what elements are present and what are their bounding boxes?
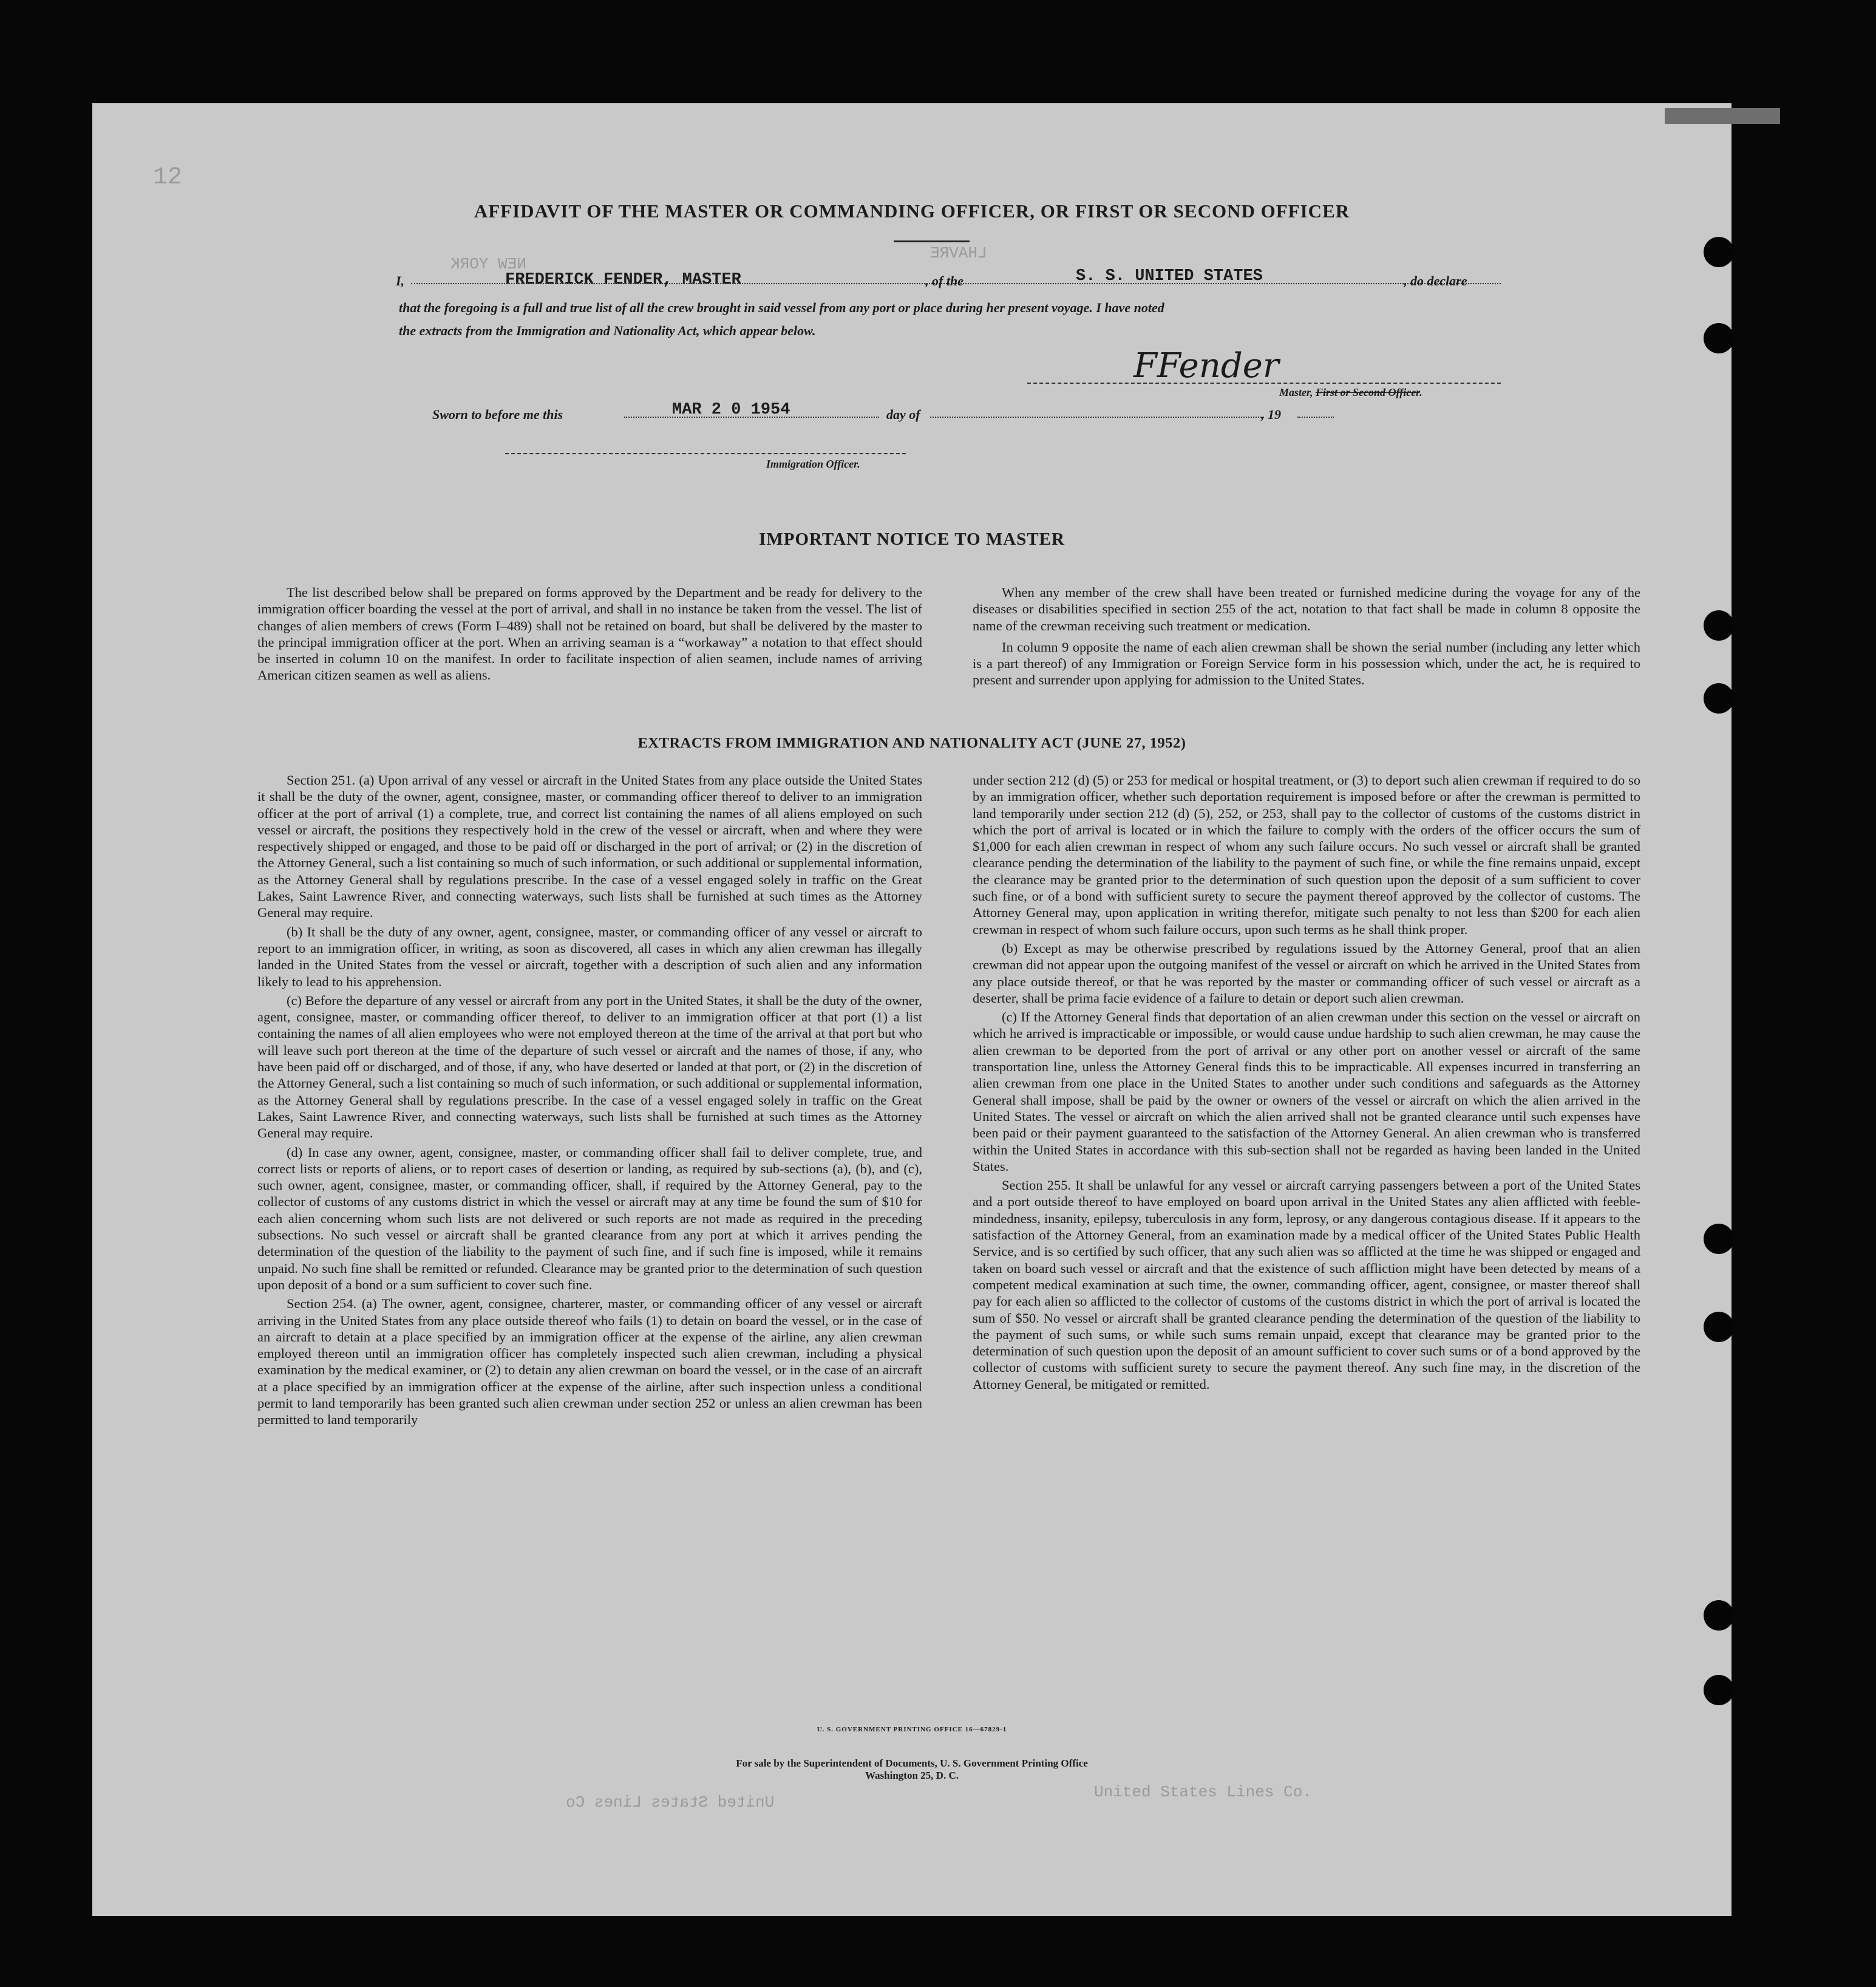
officer-caption: Immigration Officer.	[766, 458, 860, 470]
i-label: I,	[396, 273, 405, 288]
master-name-value: FREDERICK FENDER, MASTER	[505, 271, 741, 289]
vessel-name-value: S. S. UNITED STATES	[1076, 267, 1263, 285]
statement-line-2: the extracts from the Immigration and Nationality Act, which appear below.	[399, 323, 816, 338]
master-signature: FFender	[1133, 346, 1279, 386]
section-254-a: Section 254. (a) The owner, agent, consignee, charterer, master, or commanding officer of any vessel or aircraft arriving in the United States from any place outside thereof who fails (1) to detain on board the vessel, or in the case of an aircraft to detain at a place specified by an immigration officer at the expense of the airline, any alien crewman employed thereon until an immigration officer has completely inspected such alien crewman, including a physical examination by the medical examiner, or (2) to detain any alien crewman on board the vessel, or in the case of an aircraft at a place specified by an immigration officer at the expense of the airline, after such inspection unless a conditional permit to land temporarily has been granted such alien crewman under section 252 or unless an alien crewman has been permitted to land temporarily	[257, 1296, 922, 1428]
punch-hole	[1704, 1675, 1734, 1705]
bleed-new-york: NEW YORK	[450, 255, 526, 273]
sworn-date-value: MAR 2 0 1954	[672, 401, 790, 419]
punch-hole	[1704, 1600, 1734, 1631]
signature-caption	[1279, 386, 1422, 399]
affidavit-title: AFFIDAVIT OF THE MASTER OR COMMANDING OFFICER, OR FIRST OR SECOND OFFICER	[474, 200, 1350, 222]
notice-left-column	[257, 584, 922, 684]
notice-right-column	[973, 584, 1640, 689]
bleed-lhavre: LHAVRE	[930, 244, 987, 262]
extracts-left-column	[257, 772, 922, 1428]
section-251-c: (c) Before the departure of any vessel or aircraft from any port in the United States, it shall be the duty of the owner, agent, consignee, master, or commanding officer thereof, to deliver to an immigration officer at that port (1) a list containing the names of all alien employees who were not employed thereon at the time of the arrival at that port but who will leave such port thereon at the time of the departure of such vessel or aircraft and the names of those, if any, who have been paid off or discharged, and of those, if any, who have deserted or landed at that port, or (2) in the discretion of the Attorney General, such a list containing so much of such information, or such additional or supplemental information, as the Attorney General shall by regulations prescribe. In the case of a vessel engaged solely in traffic on the Great Lakes, Saint Lawrence River, and connecting waterways, such lists shall be furnished at such times as the Attorney General may require.	[257, 992, 922, 1141]
corner-page-number: 12	[153, 164, 183, 191]
section-254-a-continued: under section 212 (d) (5) or 253 for medical or hospital treatment, or (3) to deport such alien crewman if required to do so by an immigration officer, whether such deportation requirement is imposed before or after the crewman is permitted to land temporarily under section 212 (d) (5), 252, or 253, shall pay to the collector of customs of the customs district in which the port of arrival is located or in which the failure to comply with the orders of the officer occurs the sum of $1,000 for each alien crewman in respect of whom any such failure occurs. No such vessel or aircraft shall be granted clearance pending the determination of the liability to the payment of such fine, or while the fine remains unpaid, except the clearance may be granted prior to the determination of such question upon the deposit of a sum sufficient to cover such fine, or of a bond with sufficient surety to secure the payment thereof approved by the collector of customs. The Attorney General may, upon application in writing therefor, mitigate such penalty to not less than $200 for each alien crewman in respect of whom such failure occurs, upon such terms as he shall think proper.	[973, 772, 1640, 937]
sale-line-2: Washington 25, D. C.	[865, 1770, 959, 1781]
signature-caption-suffix: .	[1419, 386, 1422, 398]
officer-line	[505, 453, 906, 454]
extracts-title: EXTRACTS FROM IMMIGRATION AND NATIONALITY ACT (JUNE 27, 1952)	[637, 735, 1186, 751]
sale-notice	[92, 1757, 1732, 1782]
statement-line-1: that the foregoing is a full and true list of all the crew brought in said vessel from any port or place during her present voyage. I have noted	[399, 300, 1164, 315]
title-rule	[894, 240, 970, 242]
declare-label: , do declare	[1404, 273, 1467, 288]
extracts-right-column	[973, 772, 1640, 1392]
of-the-label: , of the	[925, 273, 963, 288]
section-251-a: Section 251. (a) Upon arrival of any vessel or aircraft in the United States from any place outside the United States it shall be the duty of the owner, agent, consignee, master, or commanding officer thereof to deliver to an immigration officer at the port of arrival (1) a complete, true, and correct list containing the names of all aliens employed on such vessel or aircraft, the positions they respectively hold in the crew of the vessel or aircraft, when and where they were respectively shipped or engaged, and those to be paid off or discharged in the port of arrival; or (2) in the discretion of the Attorney General, such a list containing so much of such information, or such additional or supplemental information, as the Attorney General shall by regulations prescribe. In the case of a vessel engaged solely in traffic on the Great Lakes, Saint Lawrence River, and connecting waterways, such lists shall be furnished at such times as the Attorney General may require.	[257, 772, 922, 921]
punch-hole	[1704, 323, 1734, 353]
notice-right-paragraph-2: In column 9 opposite the name of each alien crewman shall be shown the serial number (including any letter which is a part thereof) of any Immigration or Foreign Service form in his possession which, under the act, he is required to present and surrender upon applying for admission to the United States.	[973, 639, 1640, 688]
section-251-d: (d) In case any owner, agent, consignee, master, or commanding officer shall fail to deliver complete, true, and correct lists or reports of aliens, or to report cases of desertion or landing, as required by sub-sections (a), (b), and (c), such owner, agent, consignee, master, or commanding officer, shall, if required by the Attorney General, pay to the collector of customs of any customs district in which the vessel or aircraft may at any time be found the sum of $10 for each alien concerning whom such lists are not delivered or such reports are not made as required in the preceding subsections. No such vessel or aircraft shall be granted clearance from any port at which it arrives pending the determination of the question of the liability to the payment of such fine, and if such fine is imposed, while it remains unpaid. No such fine shall be remitted or refunded. Clearance may be granted prior to the determination of such question upon deposit of a bond or a sum sufficient to cover such fine.	[257, 1144, 922, 1292]
punch-hole	[1704, 683, 1734, 714]
punch-hole	[1704, 237, 1734, 267]
sale-line-1: For sale by the Superintendent of Documents, U. S. Government Printing Office	[736, 1757, 1088, 1769]
printing-office-line: U. S. GOVERNMENT PRINTING OFFICE 16—67829-1	[817, 1726, 1007, 1733]
month-line	[930, 417, 1264, 418]
notice-right-paragraph-1: When any member of the crew shall have been treated or furnished medicine during the voyage for any of the diseases or disabilities specified in section 255 of the act, notation to that fact shall be made in column 8 opposite the name of the crewman receiving such treatment or medication.	[973, 585, 1640, 633]
bleed-line-right: United States Lines Co.	[1094, 1783, 1312, 1801]
punch-hole	[1704, 1224, 1734, 1254]
signature-caption-prefix: Master,	[1279, 386, 1313, 398]
notice-title: IMPORTANT NOTICE TO MASTER	[759, 530, 1065, 549]
year-line	[1297, 417, 1334, 418]
punch-hole	[1704, 610, 1734, 641]
signature-caption-struck: First or Second Officer	[1316, 386, 1420, 398]
section-251-b: (b) It shall be the duty of any owner, agent, consignee, master, or commanding officer of any vessel or aircraft to report to an immigration officer, in writing, as soon as discovered, all cases in which any alien crewman has illegally landed in the United States from the vessel or aircraft, together with a description of such alien and any information likely to lead to his apprehension.	[257, 924, 922, 989]
sworn-label: Sworn to before me this	[432, 407, 563, 422]
bleed-line-left: United States Lines Co	[566, 1793, 775, 1811]
section-255: Section 255. It shall be unlawful for any vessel or aircraft carrying passengers between a port of the United States and a port outside thereof to have employed on board upon arrival in the United States any alien afflicted with feeble-mindedness, insanity, epilepsy, tuberculosis in any form, leprosy, or any dangerous contagious disease. If it appears to the satisfaction of the Attorney General, from an examination made by a medical officer of the United States Public Health Service, and is so certified by such officer, that any such alien was so afflicted at the time he was shipped or engaged and taken on board such vessel or aircraft and that the existence of such affliction might have been detected by means of a competent medical examination at such time, the owner, commanding officer, agent, consignee, or master thereof shall pay for each alien so afflicted to the collector of customs of the customs district in which the port of arrival is located the sum of $50. No vessel or aircraft shall be granted clearance pending the determination of the question of the liability to the payment of such sums, or while such sums remain unpaid, except that clearance may be granted prior to the determination of such question upon the deposit of an amount sufficient to cover such sums or of a bond approved by the collector of customs with sufficient surety to secure the payment thereof. Any such fine may, in the discretion of the Attorney General, be mitigated or remitted.	[973, 1178, 1640, 1392]
scan-edge-strip	[1665, 108, 1780, 124]
punch-hole	[1704, 1312, 1734, 1342]
day-of-label: day of	[886, 407, 920, 422]
section-254-b: (b) Except as may be otherwise prescribed by regulations issued by the Attorney General, proof that an alien crewman did not appear upon the outgoing manifest of the vessel or aircraft on which he arrived in the United States from any place outside thereof, or that he was reported by the master or commanding officer of such vessel or aircraft as a deserter, shall be prima facie evidence of a failure to detain or deport such alien crewman.	[973, 940, 1640, 1006]
year-label: , 19	[1261, 407, 1281, 422]
notice-left-paragraph: The list described below shall be prepared on forms approved by the Department and be ready for delivery to the immigration officer boarding the vessel at the port of arrival, and shall in no instance be taken from the vessel. The list of changes of alien members of crews (Form I–489) shall not be retained on board, but shall be delivered by the master to the principal immigration officer at the port. When an arriving seaman is a “workaway” a notation to that effect should be inserted in column 10 on the manifest. In order to facilitate inspection of alien seamen, include names of arriving American citizen seamen as well as aliens.	[257, 585, 922, 683]
document-page	[92, 103, 1732, 1916]
section-254-c: (c) If the Attorney General finds that deportation of an alien crewman under this section on the vessel or aircraft on which he arrived is impracticable or impossible, or would cause undue hardship to such alien crewman, he may cause the alien crewman to be deported from the port of arrival or any other port on another vessel or aircraft of the same transportation line, unless the Attorney General finds this to be impracticable. All expenses incurred in transferring an alien crewman from one place in the United States to another under such conditions and safeguards as the Attorney General shall impose, shall be paid by the owner or owners of the vessel or aircraft on which the alien arrived in the United States. The vessel or aircraft on which the alien arrived shall not be granted clearance until such expenses have been paid or their payment guaranteed to the satisfaction of the Attorney General. An alien crewman who is transferred within the United States in accordance with this sub-section shall not be regarded as having been landed in the United States.	[973, 1009, 1640, 1174]
